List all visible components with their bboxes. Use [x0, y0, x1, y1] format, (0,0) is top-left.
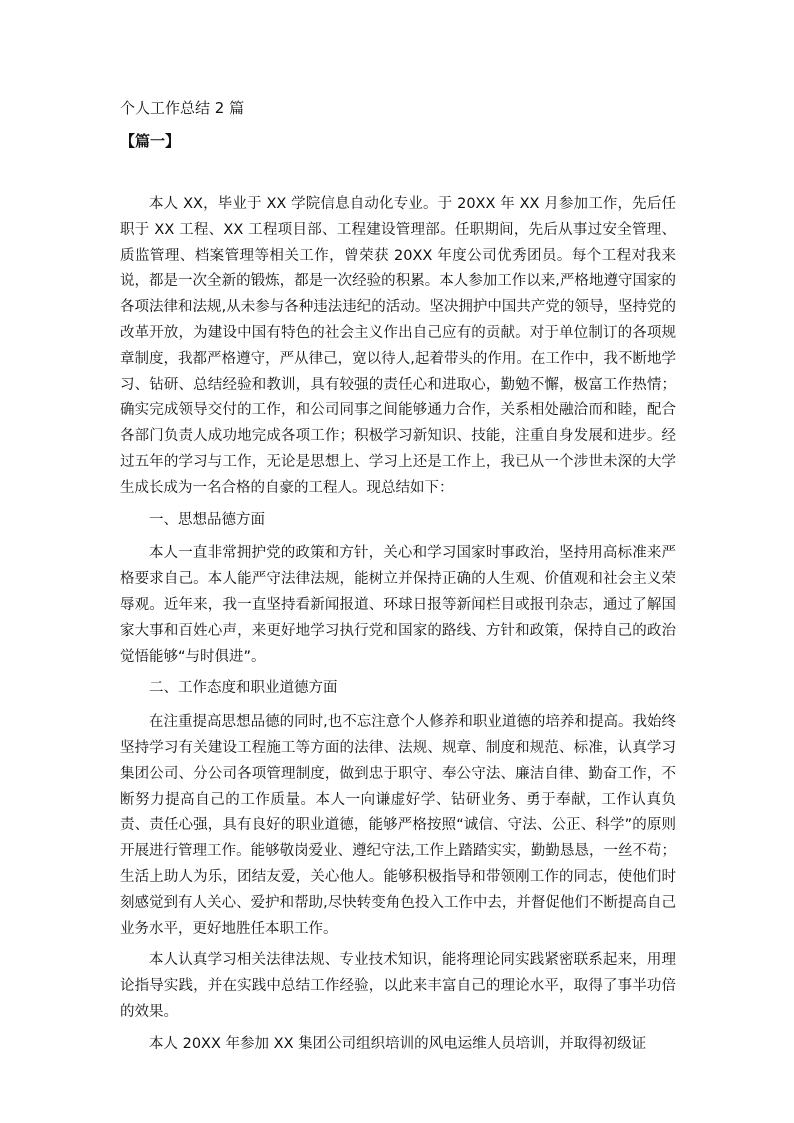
paragraph-study: 本人认真学习相关法律法规、专业技术知识，能将理论同实践紧密联系起来，用理论指导实践，并在实践中总结工作经验，以此来丰富自己的理论水平，取得了事半功倍的效果。	[120, 952, 676, 1020]
document-title: 个人工作总结 2 篇	[120, 99, 245, 117]
document-body	[120, 192, 676, 1064]
section-label: 【篇一】	[120, 132, 181, 150]
section-heading-work-ethics: 二、工作态度和职业道德方面	[149, 680, 338, 697]
paragraph-work-ethics: 在注重提高思想品德的同时,也不忘注意个人修养和职业道德的培养和提高。我始终坚持学习有关建设工程施工等方面的法律、法规、规章、制度和规范、标准，认真学习集团公司、分公司各项管理制度，做到忠于职守、奉公守法、廉洁自律、勤奋工作，不断努力提高自己的工作质量。本人一向谦虚好学、钻研业务、勇于奉献，工作认真负责、责任心强，具有良好的职业道德，能够严格按照“诚信、守法、公正、科学”的原则开展进行管理工作。能够敬岗爱业、遵纪守法,工作上踏踏实实，勤勤恳恳，一丝不苟；生活上助人为乐，团结友爱，关心他人。能够积极指导和带领刚工作的同志，使他们时刻感觉到有人关心、爱护和帮助,尽快转变角色投入工作中去，并督促他们不断提高自己业务水平，更好地胜任本职工作。	[120, 714, 676, 937]
paragraph-intro: 本人 XX，毕业于 XX 学院信息自动化专业。于 20XX 年 XX 月参加工作，先后任职于 XX 工程、XX 工程项目部、工程建设管理部。任职期间，先后从事过安全管理、质监管理、档案管理等相关工作，曾荣获 20XX 年度公司优秀团员。每个工程对我来说，都是一次全新的锻炼，都是一次经验的积累。本人参加工作以来,严格地遵守国家的各项法律和法规,从未参与各种违法违纪的活动。坚决拥护中国共产党的领导，坚持党的改革开放，为建设中国有特色的社会主义作出自己应有的贡献。对于单位制订的各项规章制度，我都严格遵守，严从律己，宽以待人,起着带头的作用。在工作中，我不断地学习、钻研、总结经验和教训，具有较强的责任心和进取心，勤勉不懈，极富工作热情；确实完成领导交付的工作，和公司同事之间能够通力合作，关系相处融洽而和睦，配合各部门负责人成功地完成各项工作；积极学习新知识、技能，注重自身发展和进步。经过五年的学习与工作，无论是思想上、学习上还是工作上，我已从一个涉世未深的大学生成长成为一名合格的自豪的工程人。现总结如下：	[120, 196, 676, 496]
paragraph-training: 本人 20XX 年参加 XX 集团公司组织培训的风电运维人员培训，并取得初级证	[149, 1035, 647, 1052]
section-heading-ideology: 一、思想品德方面	[149, 511, 265, 528]
paragraph-ideology: 本人一直非常拥护党的政策和方针，关心和学习国家时事政治，坚持用高标准来严格要求自己。本人能严守法律法规，能树立并保持正确的人生观、价值观和社会主义荣辱观。近年来，我一直坚持看新闻报道、环球日报等新闻栏目或报刊杂志，通过了解国家大事和百姓心声，来更好地学习执行党和国家的路线、方针和政策，保持自己的政治觉悟能够“与时俱进”。	[120, 545, 676, 665]
